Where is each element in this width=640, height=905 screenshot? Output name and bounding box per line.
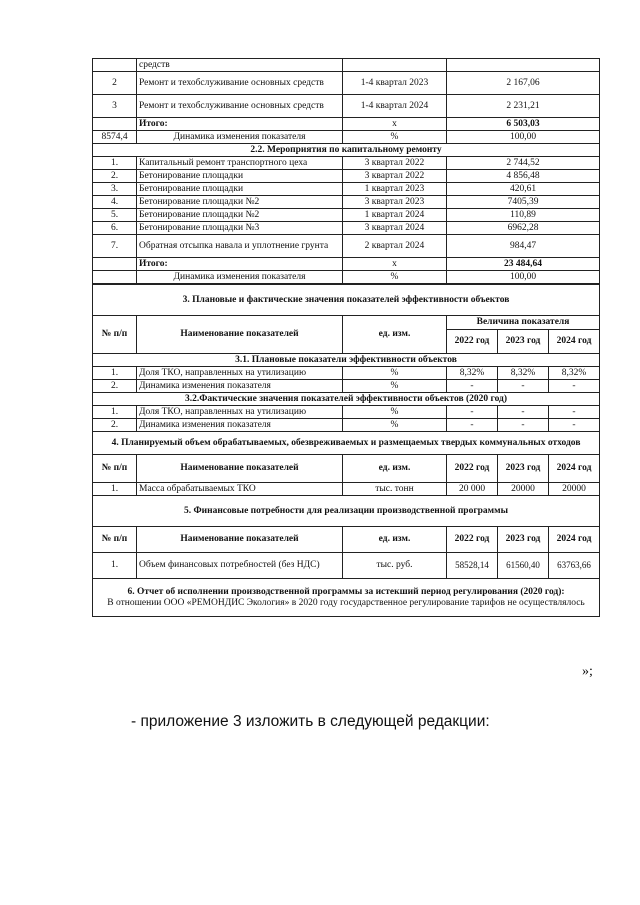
row-name: Доля ТКО, направленных на утилизацию bbox=[137, 367, 343, 380]
total-row bbox=[93, 118, 600, 131]
closing-quote-mark: »; bbox=[582, 664, 593, 679]
col-num-header: № п/п bbox=[93, 455, 137, 483]
section-3-title: 3. Плановые и фактические значения показателей эффективности объектов bbox=[93, 285, 600, 316]
row-value: 7405,39 bbox=[447, 196, 600, 209]
dynamics-label: Динамика изменения показателя bbox=[137, 271, 343, 284]
row-num: 6. bbox=[93, 222, 137, 235]
table-row bbox=[93, 95, 600, 118]
table-row bbox=[93, 222, 600, 235]
row-value: - bbox=[549, 419, 600, 432]
section-6-text: В отношении ООО «РЕМОНДИС Экология» в 2020 году государственное регулирование тарифов не осуществлялось bbox=[107, 597, 585, 608]
section-4-title: 4. Планируемый объем обрабатываемых, обезвреживаемых и размещаемых твердых коммунальных отходов bbox=[93, 432, 600, 455]
row-period: 3 квартал 2023 bbox=[343, 196, 447, 209]
row-name: Масса обрабатываемых ТКО bbox=[137, 483, 343, 496]
table-row bbox=[93, 157, 600, 170]
row-num: 1. bbox=[93, 367, 137, 380]
row-value: 8,32% bbox=[447, 367, 498, 380]
col-name-header: Наименование показателей bbox=[137, 455, 343, 483]
year-header: 2023 год bbox=[498, 527, 549, 553]
col-num-header: № п/п bbox=[93, 527, 137, 553]
row-name: Динамика изменения показателя bbox=[137, 380, 343, 393]
row-value: 6962,28 bbox=[447, 222, 600, 235]
total-row bbox=[93, 258, 600, 271]
dynamics-unit: % bbox=[343, 271, 447, 284]
year-header: 2022 год bbox=[447, 455, 498, 483]
subsection-row bbox=[93, 354, 600, 367]
row-value: 2 744,52 bbox=[447, 157, 600, 170]
row-value: 58528,14 bbox=[447, 553, 498, 579]
row-name: Бетонирование площадки №2 bbox=[137, 196, 343, 209]
section-5-title: 5. Финансовые потребности для реализации производственной программы bbox=[93, 496, 600, 527]
report-row bbox=[93, 579, 600, 617]
dynamics-row bbox=[93, 271, 600, 284]
row-period: 1-4 квартал 2024 bbox=[343, 95, 447, 118]
total-label: Итого: bbox=[137, 258, 343, 271]
dynamics-row bbox=[93, 131, 600, 144]
row-value: - bbox=[549, 406, 600, 419]
header-row bbox=[93, 455, 600, 483]
dynamics-unit: % bbox=[343, 131, 447, 144]
row-value: 61560,40 bbox=[498, 553, 549, 579]
row-unit: % bbox=[343, 380, 447, 393]
section-3-1-title: 3.1. Плановые показатели эффективности объектов bbox=[93, 354, 600, 367]
row-value: - bbox=[447, 419, 498, 432]
row-name: Бетонирование площадки №3 bbox=[137, 222, 343, 235]
section-3-2-title: 3.2.Фактические значения показателей эффективности объектов (2020 год) bbox=[93, 393, 600, 406]
col-num-header: № п/п bbox=[93, 316, 137, 354]
row-num: 8574,4 bbox=[93, 131, 137, 144]
table-row bbox=[93, 553, 600, 579]
row-name: Обратная отсыпка навала и уплотнение грунта bbox=[137, 235, 343, 258]
row-name: Бетонирование площадки bbox=[137, 170, 343, 183]
year-header: 2022 год bbox=[447, 527, 498, 553]
row-num: 2 bbox=[93, 72, 137, 95]
row-value: 20000 bbox=[549, 483, 600, 496]
dynamics-value: 100,00 bbox=[447, 271, 600, 284]
table-row bbox=[93, 170, 600, 183]
row-name: Ремонт и техобслуживание основных средств bbox=[137, 95, 343, 118]
row-num: 1. bbox=[93, 406, 137, 419]
row-unit: тыс. тонн bbox=[343, 483, 447, 496]
row-num: 7. bbox=[93, 235, 137, 258]
row-unit: % bbox=[343, 406, 447, 419]
row-num: 5. bbox=[93, 209, 137, 222]
row-value: - bbox=[498, 419, 549, 432]
row-name: Капитальный ремонт транспортного цеха bbox=[137, 157, 343, 170]
section-2-2-title: 2.2. Мероприятия по капитальному ремонту bbox=[93, 144, 600, 157]
col-unit-header: ед. изм. bbox=[343, 455, 447, 483]
year-header: 2022 год bbox=[447, 330, 498, 354]
dynamics-label: Динамика изменения показателя bbox=[137, 131, 343, 144]
row-period: 2 квартал 2024 bbox=[343, 235, 447, 258]
row-num: 1. bbox=[93, 157, 137, 170]
row-period: 3 квартал 2022 bbox=[343, 170, 447, 183]
row-period: 3 квартал 2024 bbox=[343, 222, 447, 235]
total-unit: х bbox=[343, 258, 447, 271]
total-value: 6 503,03 bbox=[447, 118, 600, 131]
indicators-table bbox=[92, 284, 600, 617]
row-value: - bbox=[549, 380, 600, 393]
appendix-note: - приложение 3 изложить в следующей редакции: bbox=[131, 713, 490, 730]
row-value: 8,32% bbox=[549, 367, 600, 380]
row-num bbox=[93, 59, 137, 72]
year-header: 2024 год bbox=[549, 455, 600, 483]
row-num: 1. bbox=[93, 483, 137, 496]
total-unit: х bbox=[343, 118, 447, 131]
row-unit: тыс. руб. bbox=[343, 553, 447, 579]
row-value: 20000 bbox=[498, 483, 549, 496]
header-row bbox=[93, 316, 600, 330]
row-value: - bbox=[447, 380, 498, 393]
table-row bbox=[93, 419, 600, 432]
row-value: 2 167,06 bbox=[447, 72, 600, 95]
row-period: 1 квартал 2023 bbox=[343, 183, 447, 196]
document-body bbox=[92, 58, 599, 617]
row-value: 420,61 bbox=[447, 183, 600, 196]
table-row bbox=[93, 235, 600, 258]
row-unit: % bbox=[343, 419, 447, 432]
row-value: 110,89 bbox=[447, 209, 600, 222]
row-unit: % bbox=[343, 367, 447, 380]
total-label: Итого: bbox=[137, 118, 343, 131]
row-name: Бетонирование площадки bbox=[137, 183, 343, 196]
row-name: средств bbox=[137, 59, 343, 72]
row-num: 2. bbox=[93, 380, 137, 393]
row-name: Доля ТКО, направленных на утилизацию bbox=[137, 406, 343, 419]
col-unit-header: ед. изм. bbox=[343, 527, 447, 553]
row-num: 1. bbox=[93, 553, 137, 579]
capital-program-table bbox=[92, 58, 600, 284]
section-header-row bbox=[93, 432, 600, 455]
row-value: 2 231,21 bbox=[447, 95, 600, 118]
dynamics-value: 100,00 bbox=[447, 131, 600, 144]
section-header-row bbox=[93, 285, 600, 316]
row-value: 984,47 bbox=[447, 235, 600, 258]
row-value: 20 000 bbox=[447, 483, 498, 496]
row-value: 63763,66 bbox=[549, 553, 600, 579]
section-6-title: 6. Отчет об исполнении производственной программы за истекший период регулирования (2020 год): bbox=[127, 586, 565, 597]
row-num: 4. bbox=[93, 196, 137, 209]
col-unit-header: ед. изм. bbox=[343, 316, 447, 354]
table-row bbox=[93, 367, 600, 380]
year-header: 2023 год bbox=[498, 330, 549, 354]
row-period: 1-4 квартал 2023 bbox=[343, 72, 447, 95]
header-row bbox=[93, 527, 600, 553]
table-row bbox=[93, 380, 600, 393]
row-value: - bbox=[498, 406, 549, 419]
row-num: 2. bbox=[93, 170, 137, 183]
table-row bbox=[93, 196, 600, 209]
row-value: 4 856,48 bbox=[447, 170, 600, 183]
section-header-row bbox=[93, 144, 600, 157]
row-num: 2. bbox=[93, 419, 137, 432]
row-name: Динамика изменения показателя bbox=[137, 419, 343, 432]
row-period: 1 квартал 2024 bbox=[343, 209, 447, 222]
table-row bbox=[93, 483, 600, 496]
col-name-header: Наименование показателей bbox=[137, 527, 343, 553]
table-row bbox=[93, 406, 600, 419]
table-row bbox=[93, 209, 600, 222]
section-header-row bbox=[93, 496, 600, 527]
row-name: Бетонирование площадки №2 bbox=[137, 209, 343, 222]
table-row bbox=[93, 72, 600, 95]
row-num: 3 bbox=[93, 95, 137, 118]
table-row bbox=[93, 59, 600, 72]
year-header: 2024 год bbox=[549, 527, 600, 553]
year-header: 2024 год bbox=[549, 330, 600, 354]
table-row bbox=[93, 183, 600, 196]
col-value-header: Величина показателя bbox=[447, 316, 600, 330]
row-num: 3. bbox=[93, 183, 137, 196]
subsection-row bbox=[93, 393, 600, 406]
row-name: Объем финансовых потребностей (без НДС) bbox=[137, 553, 343, 579]
year-header: 2023 год bbox=[498, 455, 549, 483]
row-value: - bbox=[498, 380, 549, 393]
total-value: 23 484,64 bbox=[447, 258, 600, 271]
row-name: Ремонт и техобслуживание основных средств bbox=[137, 72, 343, 95]
row-period: 3 квартал 2022 bbox=[343, 157, 447, 170]
row-period bbox=[343, 59, 447, 72]
row-value: 8,32% bbox=[498, 367, 549, 380]
row-value bbox=[447, 59, 600, 72]
row-value: - bbox=[447, 406, 498, 419]
col-name-header: Наименование показателей bbox=[137, 316, 343, 354]
